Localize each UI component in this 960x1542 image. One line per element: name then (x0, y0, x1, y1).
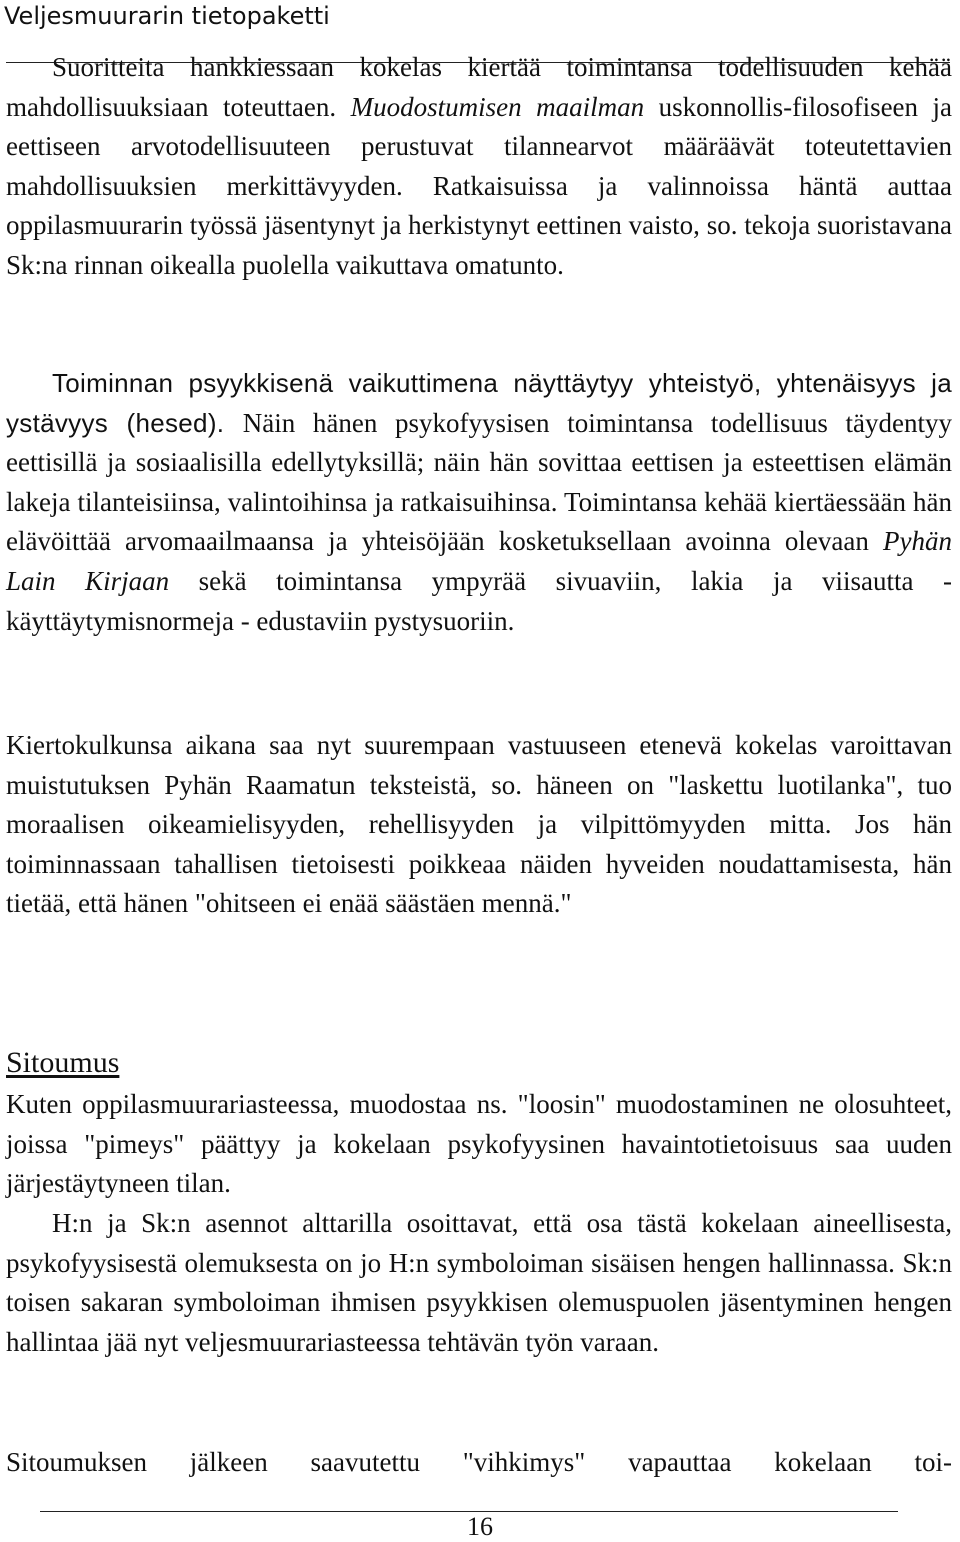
paragraph-2 (6, 364, 952, 641)
paragraph-2-text-b: Näin hänen psykofyysisen toimintansa todellisuus täydentyy eettisillä ja sosiaalisilla edellytyksillä; näin hän sovittaa eettisen ja esteettisen elämän lakeja tilanteisiinsa, valintoihinsa ja ratkaisuihinsa. Toimintansa kehää kiertäessään hän elävöittää arvomaailmaansa ja yhteisöjään kosketuksellaan avoinna olevaan (6, 407, 952, 557)
paragraph-1-emphasis: Muodostumisen maailman (350, 91, 645, 122)
paragraph-2-emphasis: Pyhän Lain Kirjaan (6, 526, 952, 596)
paragraph-3: Kiertokulkunsa aikana saa nyt suurempaan vastuuseen etenevä kokelas varoittavan muistutuksen Pyhän Raamatun teksteistä, so. häneen on "laskettu luotilanka", tuo moraalisen oikeamielisyyden, rehellisyyden ja vilpittömyyden mitta. Jos hän toiminnassaan tahallisen tietoisesti poikkeaa näiden hyveiden noudattamisesta, hän tietää, että hänen "ohitseen ei enää säästäen mennä." (6, 730, 952, 919)
paragraph-5: H:n ja Sk:n asennot alttarilla osoittavat, että osa tästä kokelaan aineellisesta, psykofyysisestä olemuksesta on jo H:n symboloiman sisäisen hengen hallinnassa. Sk:n toisen sakaran symboloiman ihmisen psyykkisen olemuspuolen jäsentyminen hengen hallintaa jää nyt veljesmuurariasteessa tehtävän työn varaan. (6, 1208, 952, 1357)
paragraph-1-text-a: Suoritteita hankkiessaan kokelas kiertää toimintansa todellisuuden kehää mahdollisuuksiaan toteuttaen. (6, 52, 952, 122)
paragraph-1 (6, 48, 952, 286)
paragraph-1-text-b: uskonnollis-filosofiseen ja eettiseen arvotodellisuuteen perustuvat tilannearvot määräävät toteutettavien mahdollisuuksien merkittävyyden. Ratkaisuissa ja valinnoissa häntä auttaa oppilasmuurarin työssä jäsentynyt ja herkistynyt eettinen vaisto, so. tekoja suoristavana Sk:na rinnan oikealla puolella vaikuttava omatunto. (6, 91, 952, 280)
section-heading: Sitoumus (6, 1046, 120, 1079)
paragraph-2-text-a: Toiminnan psyykkisenä vaikuttimena näyttäytyy yhteistyö, yhtenäisyys ja ystävyys (hesed). (6, 368, 952, 438)
page-number: 16 (467, 1512, 493, 1541)
paragraph-6: Sitoumuksen jälkeen saavutettu "vihkimys" vapauttaa kokelaan toi- (6, 1447, 952, 1477)
paragraph-4: Kuten oppilasmuurariasteessa, muodostaa ns. "loosin" muodostaminen ne olosuhteet, joissa "pimeys" päättyy ja kokelaan psykofyysinen havaintotietoisuus saa uuden järjestäytyneen tilan. (6, 1089, 952, 1199)
page-header: Veljesmuurarin tietopaketti (4, 2, 330, 30)
paragraph-2-text-c: sekä toimintansa ympyrää sivuaviin, lakia ja viisautta - käyttäytymisnormeja - edustaviin pystysuoriin. (6, 565, 952, 636)
